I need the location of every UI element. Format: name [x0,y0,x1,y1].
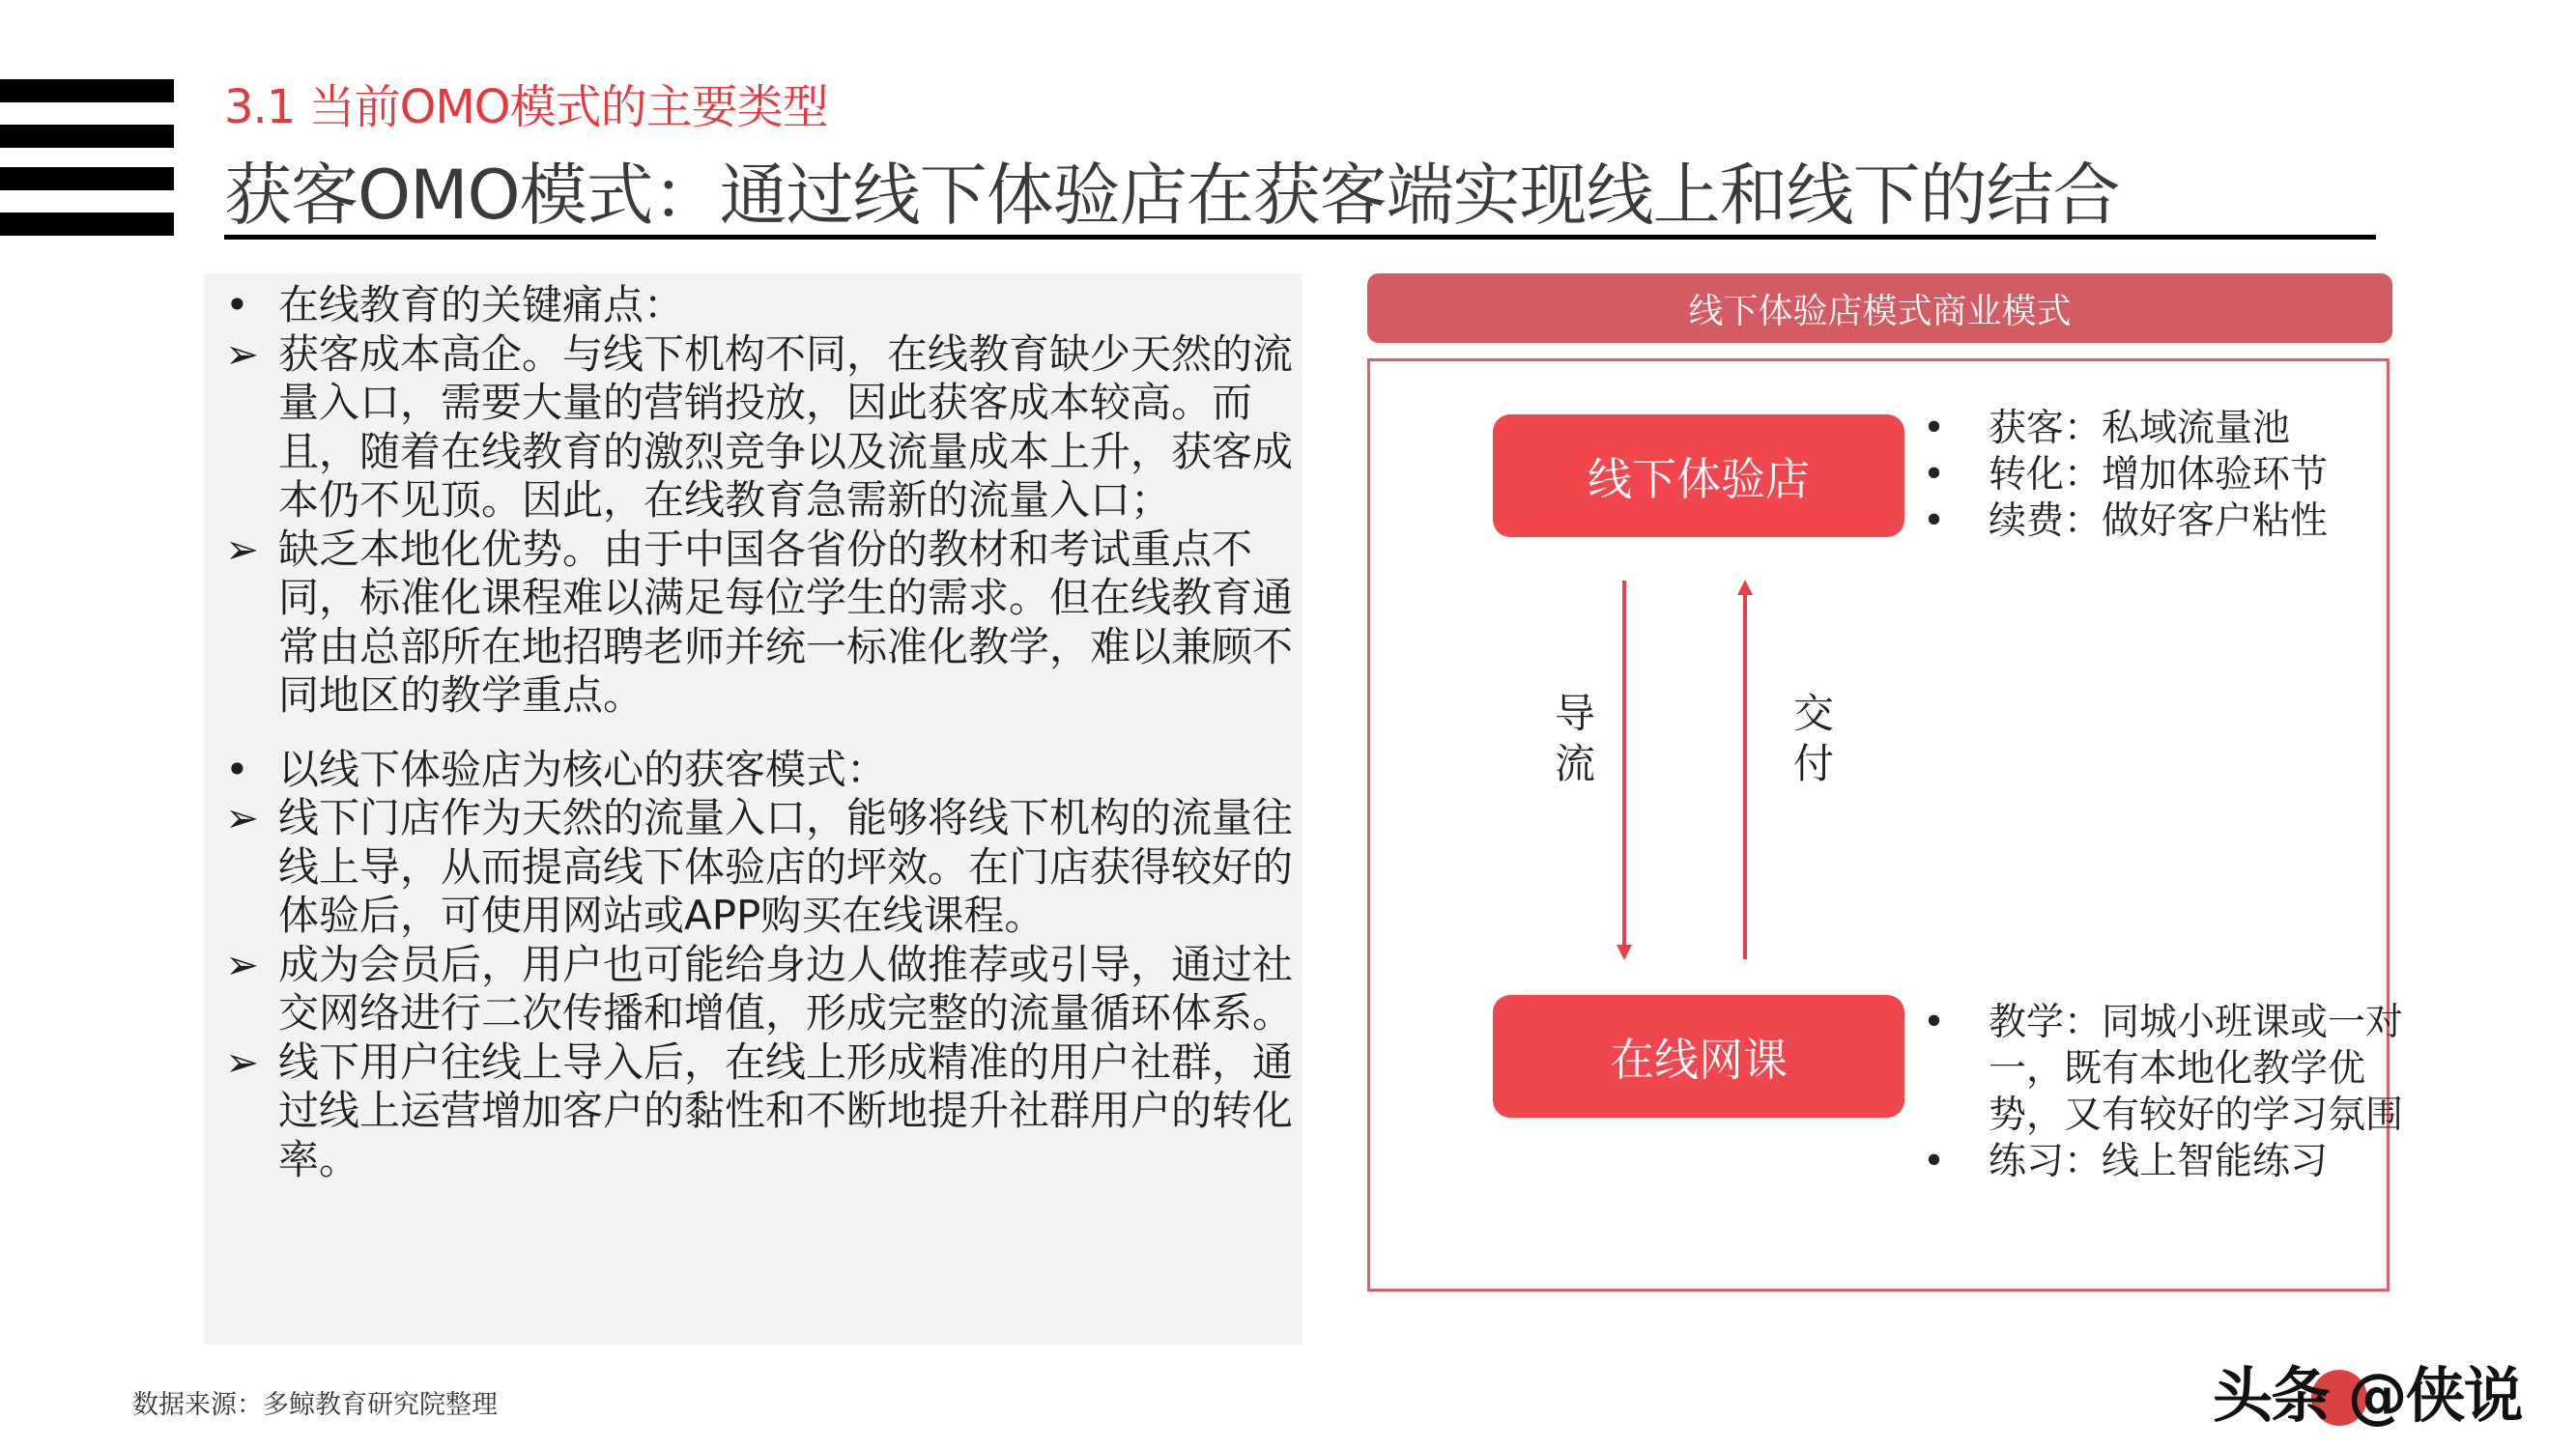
list-item: • 转化：增加体验环节 [1923,453,2329,497]
bullet-icon: • [225,745,249,793]
list-item: • 续费：做好客户粘性 [1923,499,2329,543]
list-item: ➢ 获客成本高企。与线下机构不同，在线教育缺少天然的流量入口，需要大量的营销投放，因此获客成本较高。而且，随着在线教育的激烈竞争以及流量成本上升，获客成本仍不见顶。因此，在线教育急需新的流量入口； [225,329,1294,524]
online-benefits-list [1923,1000,2423,1185]
bullet-icon: • [1923,453,1946,497]
list-item: ➢ 缺乏本地化优势。由于中国各省份的教材和考试重点不同，标准化课程难以满足每位学生的需求。但在线教育通常由总部所在地招聘老师并统一标准化教学，难以兼顾不同地区的教学重点。 [225,525,1294,719]
section-label: 3.1 当前OMO模式的主要类型 [224,80,828,134]
arrow-bullet-icon: ➢ [225,329,260,378]
list-item: ➢ 成为会员后，用户也可能给身边人做推荐或引导，通过社交网络进行二次传播和增值，形成完整的流量循环体系。 [225,940,1294,1037]
list-item: • 练习：线上智能练习 [1923,1140,2329,1183]
list-item: • 获客：私域流量池 [1923,407,2291,450]
list-item: ➢ 线下用户往线上导入后，在线上形成精准的用户社群，通过线上运营增加客户的黏性和不断地提升社群用户的转化率。 [225,1037,1294,1183]
delivery-label: 交付 [1792,690,1834,787]
up-arrow-icon [1737,580,1753,959]
section-heading: • 在线教育的关键痛点： [225,281,685,328]
online-course-box: 在线网课 [1493,995,1904,1118]
arrow-bullet-icon: ➢ [225,794,260,841]
watermark: 头条 @侠说 [2213,1360,2522,1431]
section-heading: • 以线下体验店为核心的获客模式： [225,745,888,793]
arrow-bullet-icon: ➢ [225,525,260,573]
bullet-icon: • [1923,407,1946,450]
arrow-bullet-icon: ➢ [225,1037,260,1086]
data-source-note: 数据来源：多鲸教育研究院整理 [132,1390,498,1420]
bullet-icon: • [1923,499,1946,543]
list-item: • 教学：同城小班课或一对一，既有本地化教学优势，又有较好的学习氛围 [1923,1001,2404,1137]
bullet-icon: • [1923,1140,1946,1183]
bullet-icon: • [1923,1001,1946,1044]
page-title: 获客OMO模式：通过线下体验店在获客端实现线上和线下的结合 [224,156,2120,235]
store-benefits-list [1923,406,2423,545]
bullet-icon: • [225,281,249,328]
divert-traffic-label: 导流 [1554,690,1595,787]
list-item: ➢ 线下门店作为天然的流量入口，能够将线下机构的流量往线上导，从而提高线下体验店的坪效。在门店获得较好的体验后，可使用网站或APP购买在线课程。 [225,794,1294,939]
offline-store-box: 线下体验店 [1493,414,1904,537]
diagram-header: 线下体验店模式商业模式 [1367,273,2392,343]
arrow-bullet-icon: ➢ [225,940,260,988]
down-arrow-icon [1617,581,1632,960]
